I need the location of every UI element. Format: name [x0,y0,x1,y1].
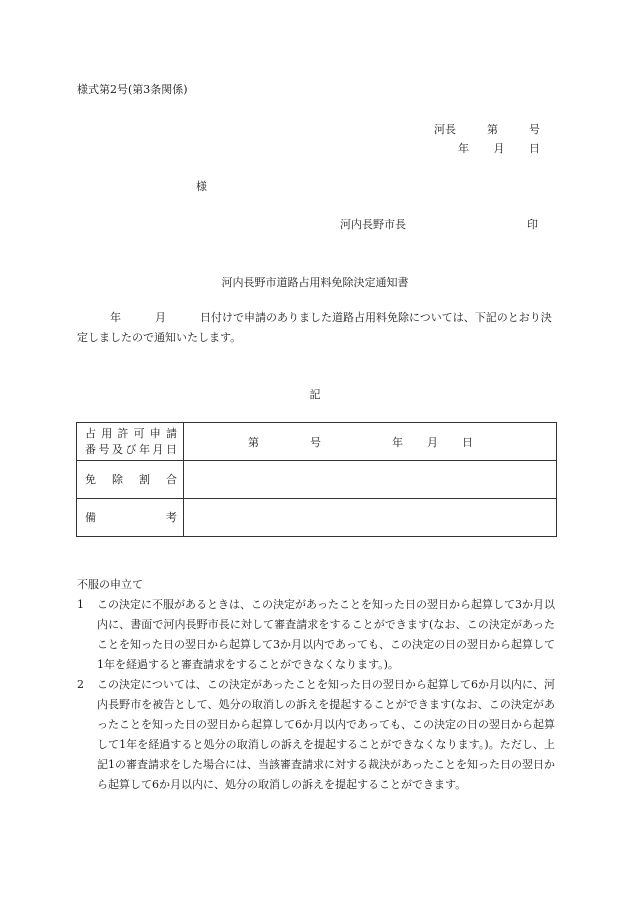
label-char: 月 [152,442,164,456]
label-char: 号 [98,442,110,456]
label-char: 可 [133,426,145,440]
date-year: 年 [458,142,469,155]
exemption-rate-label [77,461,184,499]
label-line-1 [85,426,177,442]
appeal-item-number: 2 [77,678,84,691]
label-char: 免 [85,472,96,486]
addressee-suffix: 様 [196,180,207,193]
label-char: 日 [166,442,177,456]
label-char: 年 [139,442,150,456]
appeal-item-text: この決定に不服があるときは、この決定があったことを知った日の翌日から起算して3か月以内に、書面で河内長野市長に対して審査請求をすることができます(なお、この決定があったことを知った日の翌日から起算して3か月以内であっても、この決定の日の翌日から起算して1年を経過すると審査請求をすることができなくなります。)。 [97,598,555,671]
reference-dai: 第 [487,123,498,136]
table-row [77,423,557,461]
label-char: 考 [166,510,177,524]
label-char: 及 [112,442,123,456]
reference-prefix: 河長 [434,123,456,136]
label-char: 許 [117,426,129,440]
application-number-label [77,423,184,461]
exemption-rate-value [184,461,557,499]
ki-heading: 記 [309,388,321,401]
remarks-value [184,499,557,537]
date-line [458,143,540,154]
body-text: 日付けで申請のありました道路占用料免除については、下記のとおり決定しましたので通知いたします。 [77,311,552,344]
app-month: 月 [427,435,438,449]
label-char: 合 [166,472,177,486]
document-title: 河内長野市道路占用料免除決定通知書 [221,276,409,289]
label-char: び [125,442,137,456]
body-month: 月 [155,311,166,324]
exemption-rate-label-text [85,472,177,488]
label-char: 用 [101,426,113,440]
app-year: 年 [392,435,403,449]
label-char: 割 [139,472,150,486]
date-month: 月 [493,142,505,155]
app-day: 日 [462,435,473,449]
label-char: 占 [85,426,96,440]
label-char: 請 [165,426,177,440]
label-line-2 [85,442,177,458]
seal-mark: 印 [527,218,538,231]
appeal-item-number: 1 [77,598,84,611]
remarks-label-text [85,510,177,526]
table-row [77,499,557,537]
label-char: 番 [85,442,96,456]
label-char: 備 [85,510,96,524]
reference-number-line [434,124,540,135]
appeal-item-2 [77,675,555,795]
application-number-value [184,423,557,461]
appeal-section [77,575,555,795]
label-char: 除 [112,472,123,486]
issuer: 河内長野市長 [340,218,406,231]
reference-go: 号 [529,123,540,136]
appeal-item-text: この決定については、この決定があったことを知った日の翌日から起算して6か月以内に、河内長野市を被告として、処分の取消しの訴えを提起することができます(なお、この決定があったことを知った日の翌日から起算して6か月以内であっても、この決定の日の翌日から起算して1年を経過すると処分の取消しの訴えを提起することができなくなります。)。ただし、上記1の審査請求をした場合には、当該審査請求に対する裁決があったことを知った日の翌日から起算して6か月以内に、処分の取消しの訴えを提起することができます。 [97,678,555,791]
form-code: 様式第2号(第3条関係) [77,83,188,96]
appeal-item-1 [77,595,555,675]
date-day: 日 [529,142,540,155]
notice-body [77,308,555,348]
label-char: 申 [149,426,161,440]
app-go: 号 [310,435,321,449]
table-row [77,461,557,499]
details-table [76,422,557,537]
body-year: 年 [110,311,121,324]
remarks-label [77,499,184,537]
appeal-heading: 不服の申立て [77,578,143,591]
app-dai: 第 [248,435,259,449]
